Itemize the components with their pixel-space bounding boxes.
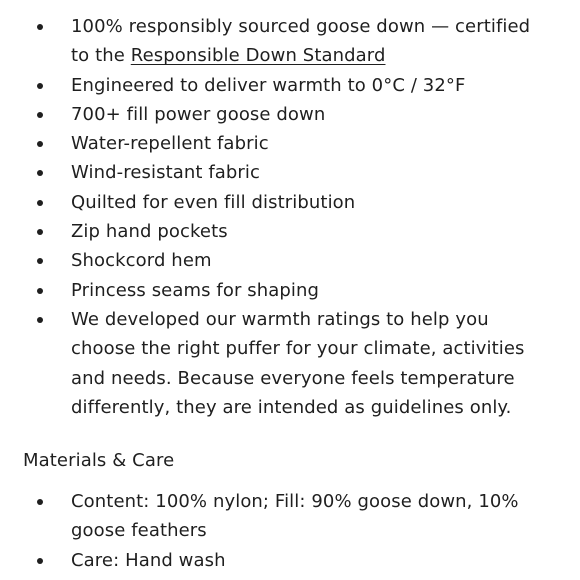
bullet-icon [37, 83, 43, 89]
feature-text: Engineered to deliver warmth to 0°C / 32°F [71, 74, 466, 96]
care-text: Content: 100% nylon; Fill: 90% goose down, 10% goose feathers [71, 491, 519, 542]
feature-text: Water-repellent fabric [71, 133, 269, 155]
bullet-icon [37, 288, 43, 294]
list-item [0, 487, 580, 546]
feature-text: 100% responsibly sourced goose down — certified to the [71, 16, 531, 67]
feature-text: Princess seams for shaping [71, 279, 320, 301]
bullet-icon [37, 499, 43, 505]
bullet-icon [37, 141, 43, 147]
feature-text: Quilted for even fill distribution [71, 191, 356, 213]
list-item [0, 546, 580, 575]
bullet-icon [37, 170, 43, 176]
list-item [0, 12, 580, 71]
feature-text: 700+ fill power goose down [71, 103, 326, 125]
feature-text: Wind-resistant fabric [71, 162, 261, 184]
feature-text: We developed our warmth ratings to help you choose the right puffer for your climate, activities and needs. Because everyone feels temperature differently, they are intended as guidelines only. [71, 308, 525, 418]
care-text: Care: Hand wash [71, 549, 226, 571]
list-item [0, 246, 580, 275]
bullet-icon [37, 200, 43, 206]
feature-list [0, 12, 580, 422]
list-item [0, 276, 580, 305]
bullet-icon [37, 24, 43, 30]
materials-care-heading: Materials & Care [23, 450, 175, 471]
bullet-icon [37, 258, 43, 264]
feature-text: Shockcord hem [71, 250, 212, 272]
feature-text: Zip hand pockets [71, 221, 228, 243]
bullet-icon [37, 229, 43, 235]
bullet-icon [37, 558, 43, 564]
list-item [0, 188, 580, 217]
list-item [0, 71, 580, 100]
list-item [0, 217, 580, 246]
list-item [0, 305, 580, 422]
bullet-icon [37, 112, 43, 118]
list-item [0, 129, 580, 158]
responsible-down-standard-link[interactable]: Responsible Down Standard [130, 45, 386, 67]
materials-care-list [0, 487, 580, 575]
list-item [0, 158, 580, 187]
bullet-icon [37, 317, 43, 323]
list-item [0, 100, 580, 129]
